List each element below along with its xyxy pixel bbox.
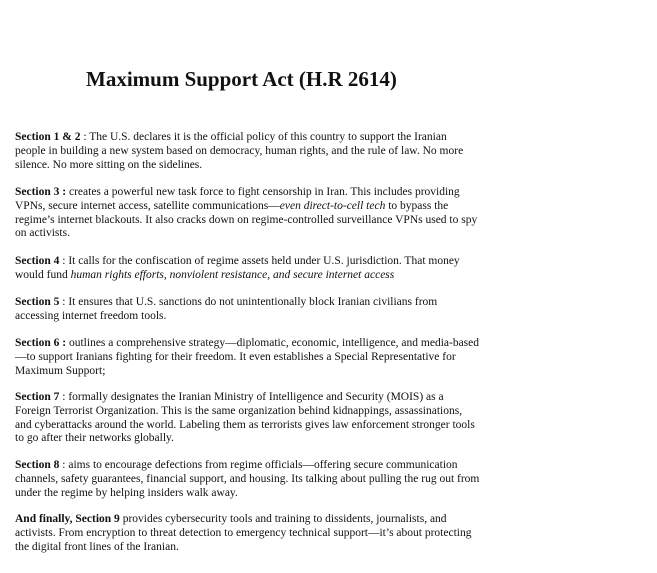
section-label: Section 3 :	[15, 186, 67, 198]
section-text: to bypass the regime’s internet blackouts. It also cracks down on regime-controlled surveillance VPNs used to spy on activists.	[15, 199, 478, 240]
section-label: Section 4	[15, 255, 60, 267]
section-paragraph	[15, 459, 480, 500]
section-text: outlines a comprehensive strategy—diplomatic, economic, intelligence, and media-based—to support Iranians fighting for their freedom. It even establishes a Special Representative for Maximum Support;	[15, 337, 480, 377]
section-emphasis-text: human rights efforts, nonviolent resistance, and secure internet access	[70, 268, 395, 281]
section-text: : formally designates the Iranian Ministry of Intelligence and Security (MOIS) as a Foreign Terrorist Organization. This is the same organization behind kidnappings, assassinations, and cyberattacks around the world. Labeling them as terrorists gives law enforcement stronger tools to go after their networks globally.	[15, 391, 475, 445]
section-label: Section 8	[15, 459, 60, 471]
section-label: Section 5	[15, 296, 60, 308]
section-emphasis-text: even direct-to-cell tech	[279, 199, 386, 212]
section-text: provides cybersecurity tools and training to dissidents, journalists, and activists. From encryption to threat detection to emergency technical support—it’s about protecting the digital front lines of the Iranian.	[15, 513, 472, 553]
section-label: Section 7	[15, 391, 60, 403]
section-text: : aims to encourage defections from regime officials—offering secure communication channels, safety guarantees, financial support, and housing. Its talking about pulling the rug out from under the regime by helping insiders walk away.	[15, 459, 480, 499]
section-text: : It ensures that U.S. sanctions do not unintentionally block Iranian civilians from accessing internet freedom tools.	[15, 296, 438, 322]
section-paragraph	[15, 337, 480, 378]
section-paragraph	[15, 513, 480, 554]
section-paragraph	[15, 186, 480, 241]
section-label: Section 6 :	[15, 337, 67, 349]
section-paragraph	[15, 255, 480, 283]
section-label: Section 1 & 2	[15, 131, 81, 143]
section-text: : It calls for the confiscation of regime assets held under U.S. jurisdiction. That money would fund	[15, 255, 460, 281]
section-text: : The U.S. declares it is the official policy of this country to support the Iranian people in building a new system based on democracy, human rights, and the rule of law. No more silence. No more sitting on the sidelines.	[15, 131, 464, 171]
document-title: Maximum Support Act (H.R 2614)	[86, 67, 397, 91]
section-paragraph	[15, 131, 480, 172]
section-paragraph	[15, 296, 480, 324]
section-paragraph	[15, 391, 480, 446]
section-label: And finally, Section 9	[15, 513, 120, 525]
section-text: creates a powerful new task force to fight censorship in Iran. This includes providing VPNs, secure internet access, satellite communications—	[15, 186, 460, 212]
